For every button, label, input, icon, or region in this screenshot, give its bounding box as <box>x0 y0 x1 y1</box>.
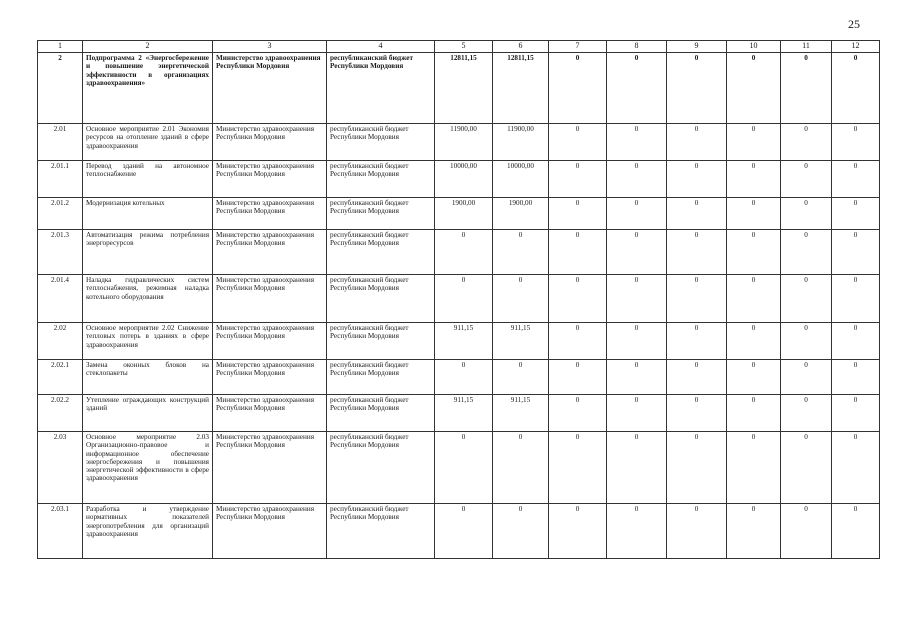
row-value: 911,15 <box>493 323 549 360</box>
row-name: Замена оконных блоков на стеклопакеты <box>83 360 213 395</box>
row-value: 0 <box>781 395 832 432</box>
row-value: 0 <box>667 323 727 360</box>
table-row <box>38 161 880 198</box>
budget-table-body <box>38 41 880 559</box>
header-cell: 3 <box>213 41 327 53</box>
table-row <box>38 198 880 230</box>
row-value: 10000,00 <box>493 161 549 198</box>
row-executor: Министерство здравоохранения Республики Мордовия <box>213 323 327 360</box>
row-value: 0 <box>781 124 832 161</box>
header-cell: 4 <box>327 41 435 53</box>
header-cell: 1 <box>38 41 83 53</box>
row-source: республиканский бюджет Республики Мордовия <box>327 323 435 360</box>
row-value: 0 <box>727 198 781 230</box>
row-executor: Министерство здравоохранения Республики Мордовия <box>213 275 327 323</box>
row-value: 0 <box>727 360 781 395</box>
table-row <box>38 504 880 559</box>
row-name: Основное мероприятие 2.03 Организационно-правовое и информационное обеспечение энергосбережения и повышения энергетической эффективности в сфере здравоохранения <box>83 432 213 504</box>
row-value: 0 <box>781 198 832 230</box>
row-source: республиканский бюджет Республики Мордовия <box>327 161 435 198</box>
row-executor: Министерство здравоохранения Республики Мордовия <box>213 230 327 275</box>
header-cell: 5 <box>435 41 493 53</box>
row-name: Основное мероприятие 2.02 Снижение тепловых потерь в зданиях в сфере здравоохранения <box>83 323 213 360</box>
row-value: 0 <box>667 395 727 432</box>
row-value: 0 <box>832 432 880 504</box>
row-value: 0 <box>727 53 781 124</box>
row-value: 0 <box>549 198 607 230</box>
header-cell: 10 <box>727 41 781 53</box>
row-value: 0 <box>607 504 667 559</box>
row-value: 0 <box>435 275 493 323</box>
table-row <box>38 395 880 432</box>
header-cell: 12 <box>832 41 880 53</box>
row-value: 0 <box>832 53 880 124</box>
row-source: республиканский бюджет Республики Мордовия <box>327 198 435 230</box>
page-number: 25 <box>848 17 860 31</box>
row-value: 0 <box>493 275 549 323</box>
table-row <box>38 323 880 360</box>
row-value: 0 <box>435 230 493 275</box>
row-value: 0 <box>549 395 607 432</box>
row-value: 0 <box>832 275 880 323</box>
row-name: Наладка гидравлических систем теплоснабжения, режимная наладка котельного оборудования <box>83 275 213 323</box>
row-value: 1900,00 <box>435 198 493 230</box>
row-code: 2.01.3 <box>38 230 83 275</box>
row-value: 0 <box>607 161 667 198</box>
row-code: 2 <box>38 53 83 124</box>
row-value: 0 <box>832 395 880 432</box>
row-code: 2.01.1 <box>38 161 83 198</box>
row-value: 12811,15 <box>493 53 549 124</box>
row-value: 11900,00 <box>435 124 493 161</box>
table-row <box>38 230 880 275</box>
row-source: республиканский бюджет Республики Мордовия <box>327 360 435 395</box>
table-row <box>38 275 880 323</box>
row-value: 0 <box>781 323 832 360</box>
row-value: 0 <box>607 124 667 161</box>
row-value: 0 <box>607 395 667 432</box>
row-value: 0 <box>667 432 727 504</box>
row-value: 0 <box>607 275 667 323</box>
row-executor: Министерство здравоохранения Республики Мордовия <box>213 432 327 504</box>
row-value: 0 <box>549 504 607 559</box>
row-value: 911,15 <box>435 395 493 432</box>
row-executor: Министерство здравоохранения Республики Мордовия <box>213 395 327 432</box>
row-source: республиканский бюджет Республики Мордовия <box>327 504 435 559</box>
row-name: Перевод зданий на автономное теплоснабжение <box>83 161 213 198</box>
row-value: 0 <box>727 124 781 161</box>
header-cell: 11 <box>781 41 832 53</box>
row-value: 0 <box>781 53 832 124</box>
row-value: 0 <box>781 275 832 323</box>
row-value: 0 <box>667 124 727 161</box>
row-code: 2.01 <box>38 124 83 161</box>
row-code: 2.02 <box>38 323 83 360</box>
row-value: 0 <box>727 275 781 323</box>
row-source: республиканский бюджет Республики Мордовия <box>327 432 435 504</box>
row-value: 0 <box>549 124 607 161</box>
row-value: 0 <box>549 230 607 275</box>
row-executor: Министерство здравоохранения Республики Мордовия <box>213 360 327 395</box>
row-executor: Министерство здравоохранения Республики Мордовия <box>213 53 327 124</box>
row-value: 0 <box>781 504 832 559</box>
table-row <box>38 124 880 161</box>
row-value: 0 <box>607 53 667 124</box>
row-value: 0 <box>832 360 880 395</box>
row-value: 0 <box>493 504 549 559</box>
row-value: 0 <box>832 161 880 198</box>
header-cell: 6 <box>493 41 549 53</box>
header-cell: 2 <box>83 41 213 53</box>
row-value: 0 <box>832 124 880 161</box>
row-code: 2.03 <box>38 432 83 504</box>
row-value: 0 <box>727 504 781 559</box>
row-name: Утепление ограждающих конструкций зданий <box>83 395 213 432</box>
row-value: 0 <box>832 504 880 559</box>
row-value: 0 <box>435 432 493 504</box>
table-row <box>38 53 880 124</box>
row-value: 0 <box>667 53 727 124</box>
row-value: 0 <box>607 198 667 230</box>
row-value: 10000,00 <box>435 161 493 198</box>
row-value: 0 <box>667 504 727 559</box>
row-name: Основное мероприятие 2.01 Экономия ресурсов на отопление зданий в сфере здравоохранения <box>83 124 213 161</box>
row-source: республиканский бюджет Республики Мордовия <box>327 53 435 124</box>
table-row <box>38 360 880 395</box>
row-value: 11900,00 <box>493 124 549 161</box>
row-value: 0 <box>493 360 549 395</box>
row-value: 911,15 <box>435 323 493 360</box>
budget-table <box>37 40 880 559</box>
row-source: республиканский бюджет Республики Мордовия <box>327 395 435 432</box>
row-executor: Министерство здравоохранения Республики Мордовия <box>213 161 327 198</box>
row-value: 911,15 <box>493 395 549 432</box>
row-value: 0 <box>549 53 607 124</box>
row-value: 0 <box>549 275 607 323</box>
row-value: 0 <box>435 504 493 559</box>
row-value: 0 <box>549 323 607 360</box>
row-name: Автоматизация режима потребления энергоресурсов <box>83 230 213 275</box>
row-code: 2.02.2 <box>38 395 83 432</box>
header-cell: 8 <box>607 41 667 53</box>
row-value: 0 <box>549 161 607 198</box>
row-value: 0 <box>727 161 781 198</box>
row-value: 0 <box>667 275 727 323</box>
row-value: 0 <box>667 198 727 230</box>
row-value: 0 <box>667 161 727 198</box>
row-value: 0 <box>435 360 493 395</box>
row-code: 2.01.2 <box>38 198 83 230</box>
row-name: Модернизация котельных <box>83 198 213 230</box>
row-value: 0 <box>781 360 832 395</box>
row-value: 0 <box>727 323 781 360</box>
row-value: 0 <box>493 432 549 504</box>
row-value: 0 <box>781 432 832 504</box>
row-value: 0 <box>549 360 607 395</box>
row-source: республиканский бюджет Республики Мордовия <box>327 275 435 323</box>
row-source: республиканский бюджет Республики Мордовия <box>327 230 435 275</box>
row-code: 2.03.1 <box>38 504 83 559</box>
row-value: 12811,15 <box>435 53 493 124</box>
header-cell: 9 <box>667 41 727 53</box>
table-row <box>38 432 880 504</box>
header-row <box>38 41 880 53</box>
row-value: 0 <box>727 395 781 432</box>
header-cell: 7 <box>549 41 607 53</box>
row-value: 0 <box>549 432 607 504</box>
row-value: 1900,00 <box>493 198 549 230</box>
row-value: 0 <box>781 161 832 198</box>
row-executor: Министерство здравоохранения Республики Мордовия <box>213 198 327 230</box>
row-value: 0 <box>832 323 880 360</box>
row-value: 0 <box>727 432 781 504</box>
row-executor: Министерство здравоохранения Республики Мордовия <box>213 124 327 161</box>
row-code: 2.01.4 <box>38 275 83 323</box>
row-code: 2.02.1 <box>38 360 83 395</box>
row-value: 0 <box>781 230 832 275</box>
row-value: 0 <box>727 230 781 275</box>
row-name: Разработка и утверждение нормативных показателей энергопотребления для организаций здравоохранения <box>83 504 213 559</box>
row-value: 0 <box>607 360 667 395</box>
row-value: 0 <box>832 230 880 275</box>
row-value: 0 <box>832 198 880 230</box>
row-executor: Министерство здравоохранения Республики Мордовия <box>213 504 327 559</box>
row-name: Подпрограмма 2 «Энергосбережение и повышение энергетической эффективности в организациях здравоохранения» <box>83 53 213 124</box>
row-value: 0 <box>667 230 727 275</box>
row-value: 0 <box>607 432 667 504</box>
row-value: 0 <box>607 323 667 360</box>
row-value: 0 <box>667 360 727 395</box>
row-value: 0 <box>607 230 667 275</box>
row-source: республиканский бюджет Республики Мордовия <box>327 124 435 161</box>
row-value: 0 <box>493 230 549 275</box>
